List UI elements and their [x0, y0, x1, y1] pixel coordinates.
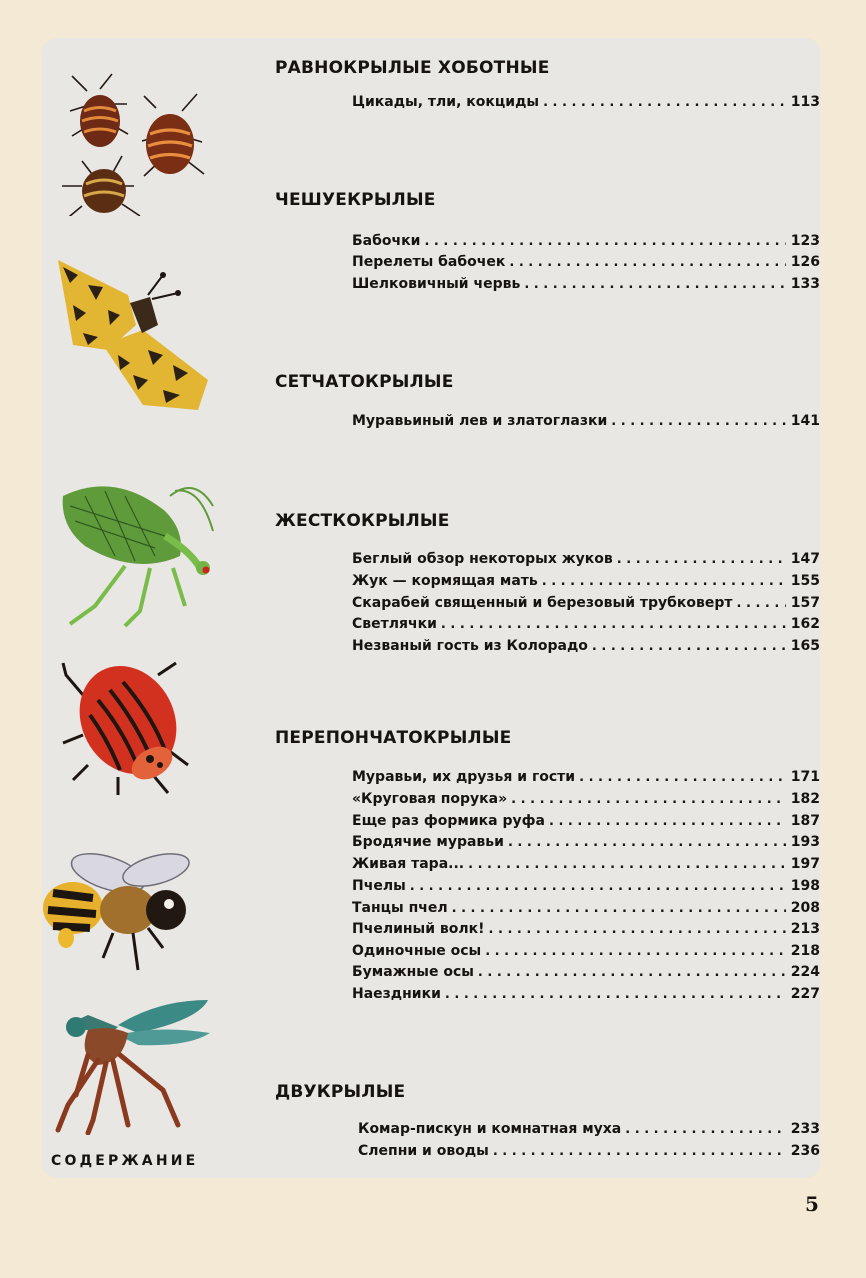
toc-entry-page: 165	[790, 638, 820, 654]
toc-entry-title: Перелеты бабочек	[352, 254, 506, 270]
toc-entry-page: 198	[790, 878, 820, 894]
toc-entry[interactable]	[352, 921, 820, 941]
toc-entry[interactable]	[352, 878, 820, 898]
dot-leader	[489, 923, 786, 937]
dot-leader	[493, 1145, 786, 1159]
toc-entry-title: Шелковичный червь	[352, 276, 521, 292]
dot-leader	[617, 553, 786, 567]
toc-entry-title: Наездники	[352, 986, 441, 1002]
toc-entry-title: Бумажные осы	[352, 964, 474, 980]
toc-entry-page: 162	[790, 616, 820, 632]
toc-entry[interactable]	[352, 943, 820, 963]
toc-entry[interactable]	[352, 254, 820, 274]
toc-entry-title: Одиночные осы	[352, 943, 482, 959]
dot-leader	[737, 597, 786, 611]
toc-entry[interactable]	[352, 964, 820, 984]
toc-entry-page: 236	[790, 1143, 820, 1159]
dot-leader	[441, 618, 786, 632]
toc-entry-title: Скарабей священный и березовый трубковерт	[352, 595, 733, 611]
toc-entry-page: 208	[790, 900, 820, 916]
toc-entry-page: 193	[790, 834, 820, 850]
toc-entry[interactable]	[352, 986, 820, 1006]
toc-entry[interactable]	[352, 834, 820, 854]
toc-entry[interactable]	[352, 791, 820, 811]
dot-leader	[625, 1123, 786, 1137]
toc-entry-title: Беглый обзор некоторых жуков	[352, 551, 613, 567]
toc-entry[interactable]	[352, 276, 820, 296]
toc-entry-page: 233	[790, 1121, 820, 1137]
toc-entry[interactable]	[352, 638, 820, 658]
dot-leader	[485, 945, 786, 959]
toc-entry[interactable]	[352, 900, 820, 920]
toc-entry-title: Бабочки	[352, 233, 421, 249]
toc-entry-title: Слепни и оводы	[358, 1143, 489, 1159]
toc-entry-title: Живая тара...	[352, 856, 465, 872]
toc-entry-page: 147	[790, 551, 820, 567]
toc-entry-title: Жук — кормящая мать	[352, 573, 538, 589]
toc-entry-page: 218	[790, 943, 820, 959]
section-heading: ЧЕШУЕКРЫЛЫЕ	[275, 190, 436, 210]
toc-entry[interactable]	[352, 616, 820, 636]
toc-entry-title: Муравьиный лев и златоглазки	[352, 413, 608, 429]
dot-leader	[611, 415, 786, 429]
toc-entry[interactable]	[352, 813, 820, 833]
toc-entry[interactable]	[352, 595, 820, 615]
page-number: 5	[805, 1192, 819, 1216]
toc-entry-title: Пчелы	[352, 878, 406, 894]
toc-entry-title: Цикады, тли, кокциды	[352, 94, 540, 110]
toc-entry-page: 141	[790, 413, 820, 429]
toc-entry[interactable]	[358, 1143, 820, 1163]
dot-leader	[410, 880, 786, 894]
dot-leader	[478, 966, 786, 980]
dot-leader	[445, 988, 786, 1002]
section-heading: СЕТЧАТОКРЫЛЫЕ	[275, 372, 454, 392]
toc-entry-page: 182	[790, 791, 820, 807]
dot-leader	[424, 235, 786, 249]
section-heading: РАВНОКРЫЛЫЕ ХОБОТНЫЕ	[275, 58, 550, 78]
toc-entry-page: 123	[790, 233, 820, 249]
section-heading: ЖЕСТКОКРЫЛЫЕ	[275, 511, 450, 531]
section-heading: ДВУКРЫЛЫЕ	[275, 1082, 406, 1102]
dot-leader	[524, 278, 786, 292]
contents-title: СОДЕРЖАНИЕ	[51, 1153, 199, 1169]
toc-entry-title: Пчелиный волк!	[352, 921, 485, 937]
toc-entry[interactable]	[352, 769, 820, 789]
toc-entry-page: 155	[790, 573, 820, 589]
toc-entry-title: Бродячие муравьи	[352, 834, 504, 850]
dot-leader	[508, 836, 786, 850]
dot-leader	[468, 858, 786, 872]
dot-leader	[452, 902, 786, 916]
toc-entry-page: 171	[790, 769, 820, 785]
dot-leader	[579, 771, 786, 785]
dot-leader	[509, 256, 786, 270]
toc-entry-title: Муравьи, их друзья и гости	[352, 769, 576, 785]
dot-leader	[511, 793, 786, 807]
dot-leader	[543, 96, 786, 110]
dot-leader	[549, 815, 786, 829]
toc-entry-title: Светлячки	[352, 616, 437, 632]
toc-entry[interactable]	[352, 233, 820, 253]
toc-entry-page: 227	[790, 986, 820, 1002]
dot-leader	[542, 575, 786, 589]
toc-entry-page: 113	[790, 94, 820, 110]
toc-entry-title: «Круговая порука»	[352, 791, 508, 807]
toc-entry-page: 213	[790, 921, 820, 937]
toc-entry-title: Незваный гость из Колорадо	[352, 638, 588, 654]
toc-entry[interactable]	[352, 573, 820, 593]
toc-entry-title: Еще раз формика руфа	[352, 813, 545, 829]
toc-entry[interactable]	[352, 413, 820, 433]
toc-entry-page: 224	[790, 964, 820, 980]
toc-entry[interactable]	[358, 1121, 820, 1141]
toc-entry-title: Танцы пчел	[352, 900, 448, 916]
toc-entry-page: 187	[790, 813, 820, 829]
section-heading: ПЕРЕПОНЧАТОКРЫЛЫЕ	[275, 728, 512, 748]
toc-entry-title: Комар-пискун и комнатная муха	[358, 1121, 622, 1137]
toc-entry-page: 197	[790, 856, 820, 872]
toc-entry[interactable]	[352, 856, 820, 876]
toc-entry-page: 126	[790, 254, 820, 270]
dot-leader	[592, 640, 786, 654]
toc-entry-page: 133	[790, 276, 820, 292]
toc-entry[interactable]	[352, 551, 820, 571]
toc-entry[interactable]	[352, 94, 820, 114]
toc-entry-page: 157	[790, 595, 820, 611]
